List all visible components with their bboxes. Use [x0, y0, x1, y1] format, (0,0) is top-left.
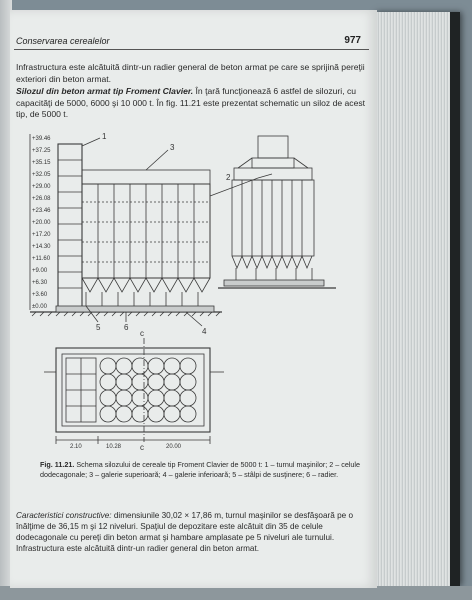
elevation-label: +20.00	[32, 220, 51, 226]
section-mark-bottom: c	[140, 443, 144, 450]
paragraph-lead: Caracteristici constructive:	[16, 511, 112, 520]
elevation-label: +39.46	[32, 136, 51, 142]
figure-caption-text: Schema silozului de cereale tip Froment Clavier de 5000 t: 1 – turnul maşinilor; 2 – celule dodecagonale; 3 – galerie superioară; 4 – galerie inferioară; 5 – stâlpi de susţinere; 6 – radier.	[40, 460, 361, 479]
elevation-label: ±0.00	[32, 304, 47, 310]
elevation-label: +37.25	[32, 148, 51, 154]
elevation-label: +3.60	[32, 292, 48, 298]
elevation-label: +32.05	[32, 172, 51, 178]
paragraph-infrastructure: Infrastructura este alcătuită dintr-un radier general de beton armat pe care se sprijină pereţii exteriori din beton armat.	[16, 62, 365, 84]
callout-4: 4	[202, 327, 207, 336]
page-number: 977	[344, 35, 361, 46]
elevation-label: +6.30	[32, 280, 48, 286]
callout-5: 5	[96, 323, 101, 332]
elevation-label: +11.60	[32, 256, 51, 262]
elevation-label: +29.00	[32, 184, 51, 190]
paragraph-body: dimensiunile 30,02 × 17,86 m, turnul maşinilor se desfăşoară pe o înălţime de 36,15 m şi 12 niveluri. Spaţiul de depozitare este alcătuit din 35 de celule dodecagonale cu pereţi din beton armat şi hambare amplasate pe 5 niveluri ale turnului. Infrastructura este alcătuită dintr-un radier general din beton armat.	[16, 511, 354, 553]
section-mark-top: c	[140, 329, 144, 338]
running-head	[14, 33, 369, 50]
callout-6: 6	[124, 323, 129, 332]
elevation-label: +14.30	[32, 244, 51, 250]
running-head-title: Conservarea cerealelor	[16, 36, 110, 46]
book-cover-bottom	[0, 586, 472, 600]
figure-number: Fig. 11.21.	[40, 460, 75, 469]
paragraph-silo-type	[16, 86, 366, 121]
callout-2: 2	[226, 173, 231, 182]
callout-1: 1	[102, 132, 107, 141]
elevation-label: +9.00	[32, 268, 48, 274]
dimension-label: 2.10	[70, 444, 82, 450]
paragraph-body: În ţară funcţionează 6 astfel de silozuri, cu capacităţi de 5000, 6000 şi 10 000 t. În fig. 11.21 este prezentat schematic un siloz de acest tip, de 5000 t.	[16, 86, 366, 119]
callout-3: 3	[170, 143, 175, 152]
silo-schematic-figure	[26, 130, 344, 450]
paragraph-characteristics	[16, 510, 366, 554]
figure-caption	[40, 460, 360, 479]
elevation-label: +23.46	[32, 208, 51, 214]
dimension-label: 20.00	[166, 444, 182, 450]
elevation-label: +35.15	[32, 160, 51, 166]
elevation-label: +26.08	[32, 196, 51, 202]
dimension-label: 10.28	[106, 444, 122, 450]
page-block-edge	[374, 12, 460, 586]
paragraph-heading: Silozul din beton armat tip Froment Clavier.	[16, 86, 194, 96]
elevation-label: +17.20	[32, 232, 51, 238]
